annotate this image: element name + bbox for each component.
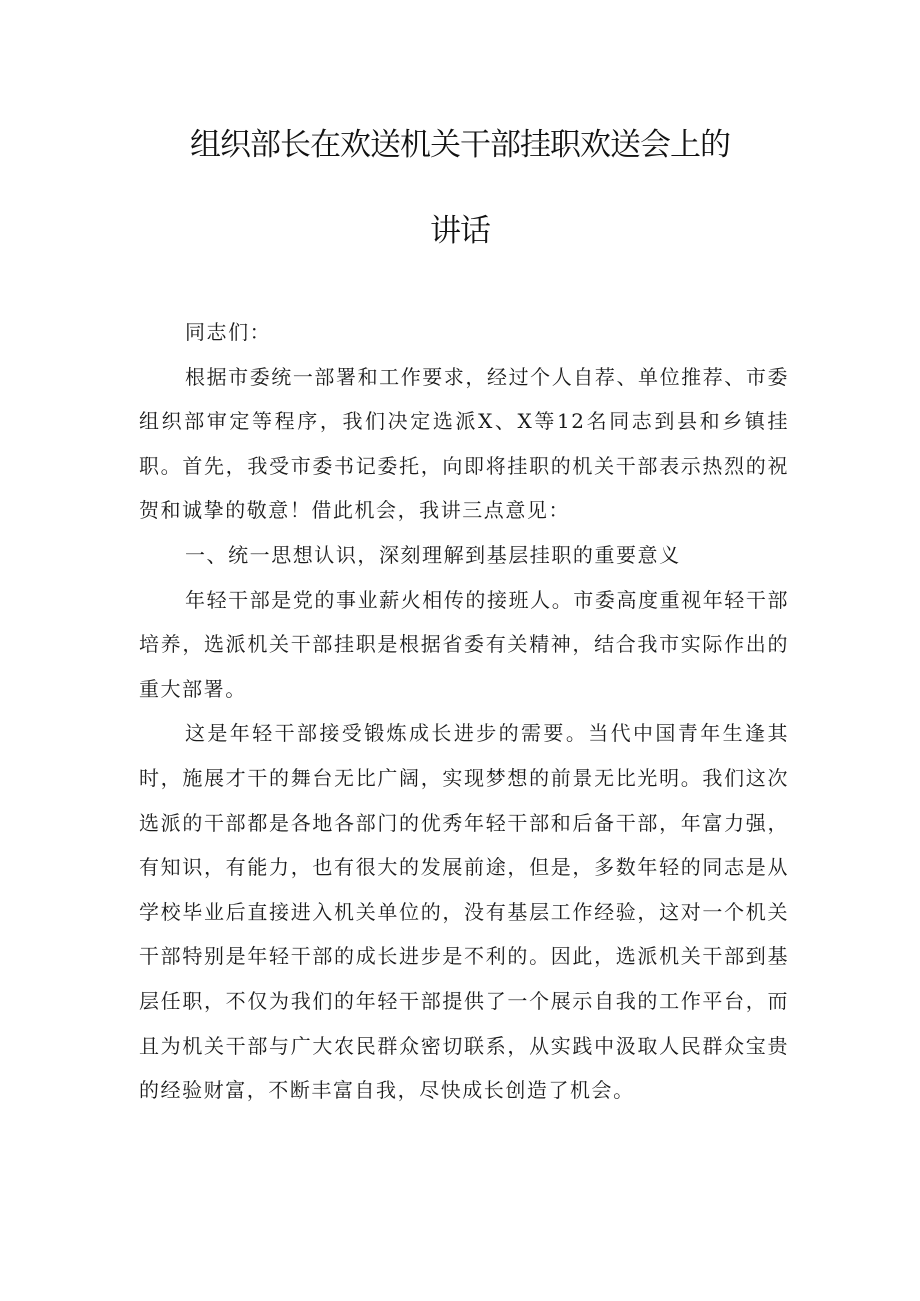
document-title-line-2: 讲话 bbox=[430, 213, 490, 249]
section-heading-1: 一、统一思想认识，深刻理解到基层挂职的重要意义 bbox=[185, 542, 681, 567]
paragraph-intro: 根据市委统一部署和工作要求，经过个人自荐、单位推荐、市委组织部审定等程序，我们决定选派X、X等12名同志到县和乡镇挂职。首先，我受市委书记委托，向即将挂职的机关干部表示热烈的祝贺和诚挚的敬意！借此机会，我讲三点意见： bbox=[139, 364, 789, 523]
salutation: 同志们： bbox=[185, 320, 272, 344]
document-body bbox=[139, 310, 789, 1113]
paragraph-young-cadres: 年轻干部是党的事业薪火相传的接班人。市委高度重视年轻干部培养，选派机关干部挂职是根据省委有关精神，结合我市实际作出的重大部署。 bbox=[139, 587, 789, 701]
paragraph-growth-need: 这是年轻干部接受锻炼成长进步的需要。当代中国青年生逢其时，施展才干的舞台无比广阔，实现梦想的前景无比光明。我们这次选派的干部都是各地各部门的优秀年轻干部和后备干部，年富力强，有知识，有能力，也有很大的发展前途，但是，多数年轻的同志是从学校毕业后直接进入机关单位的，没有基层工作经验，这对一个机关干部特别是年轻干部的成长进步是不利的。因此，选派机关干部到基层任职，不仅为我们的年轻干部提供了一个展示自我的工作平台，而且为机关干部与广大农民群众密切联系，从实践中汲取人民群众宝贵的经验财富，不断丰富自我，尽快成长创造了机会。 bbox=[139, 721, 789, 1103]
document-title-line-1: 组织部长在欢送机关干部挂职欢送会上的 bbox=[190, 127, 730, 163]
